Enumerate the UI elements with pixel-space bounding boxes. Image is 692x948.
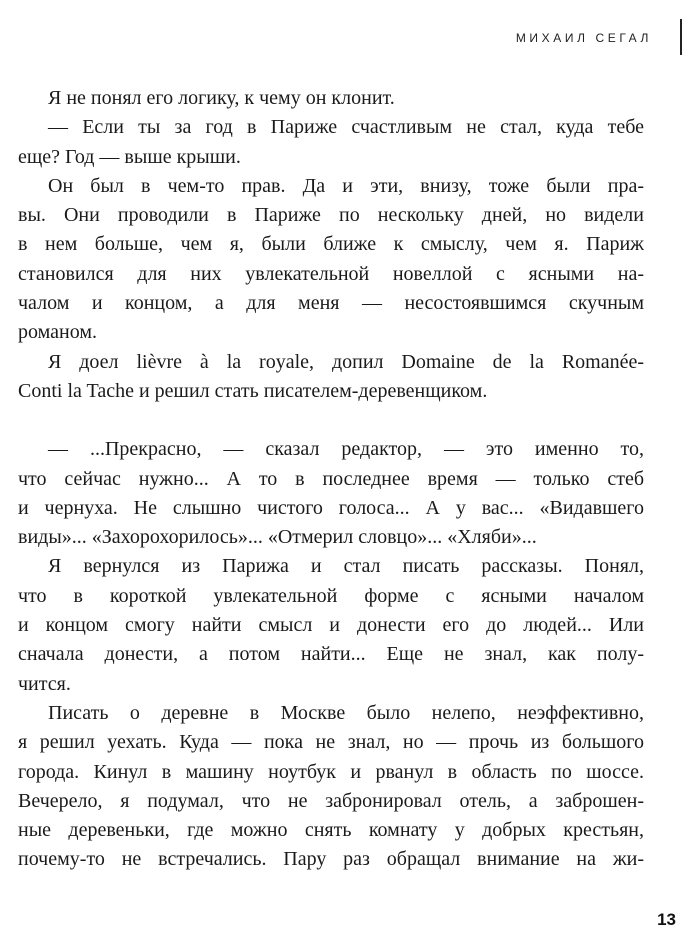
text-line: становился для них увлекательной новеллой с ясными на-: [18, 262, 644, 285]
text-line: и концом смогу найти смысл и донести его до людей... Или: [18, 614, 644, 637]
section-break: [18, 406, 644, 435]
text-line: что сейчас нужно... А то в последнее время — только стеб: [18, 467, 644, 490]
text-line: — ...Прекрасно, — сказал редактор, — это именно то,: [48, 438, 644, 461]
text-line: сначала донести, а потом найти... Еще не знал, как полу-: [18, 643, 644, 666]
header-divider: [680, 19, 682, 55]
text-line: Я доел lièvre à la royale, допил Domaine de la Romanée-: [48, 350, 644, 373]
text-line: виды»... «Захорохорилось»... «Отмерил словцо»... «Хляби»...: [18, 526, 537, 549]
text-line: Он был в чем-то прав. Да и эти, внизу, тоже были пра-: [48, 174, 644, 197]
paragraph-7: [18, 699, 644, 875]
text-line: Я вернулся из Парижа и стал писать рассказы. Понял,: [48, 555, 644, 578]
paragraph-5: [18, 435, 644, 552]
text-line: — Если ты за год в Париже счастливым не стал, куда тебе: [48, 116, 644, 139]
text-line: и чернуха. Не слышно чистого голоса... А у вас... «Видавшего: [18, 496, 644, 519]
text-line: вы. Они проводили в Париже по нескольку дней, но видели: [18, 204, 644, 227]
text-line: Я не понял его логику, к чему он клонит.: [48, 87, 395, 109]
text-line: чалом и концом, а для меня — несостоявшимся скучным: [18, 292, 644, 315]
page-body: [18, 84, 644, 875]
text-line: Писать о деревне в Москве было нелепо, неэффективно,: [48, 701, 644, 724]
paragraph-3: [18, 172, 644, 348]
text-line: города. Кинул в машину ноутбук и рванул в область по шоссе.: [18, 760, 644, 783]
text-line: в нем больше, чем я, были ближе к смыслу, чем я. Париж: [18, 233, 644, 256]
running-header: МИХАИЛ СЕГАЛ: [515, 31, 652, 45]
paragraph-6: [18, 552, 644, 698]
paragraph-2: [18, 113, 644, 172]
paragraph-1: [18, 84, 644, 113]
page-number: 13: [657, 910, 676, 929]
paragraph-4: [18, 348, 644, 407]
text-line: еще? Год — выше крыши.: [18, 145, 241, 168]
text-line: романом.: [18, 321, 97, 344]
text-line: Вечерело, я подумал, что не забронировал отель, а заброшен-: [18, 789, 644, 812]
text-line: что в короткой увлекательной форме с ясными началом: [18, 584, 644, 607]
text-line: Conti la Tache и решил стать писателем-деревенщиком.: [18, 379, 488, 402]
text-line: чится.: [18, 672, 71, 695]
text-line: ные деревеньки, где можно снять комнату у добрых крестьян,: [18, 819, 644, 842]
text-line: почему-то не встречались. Пару раз обращал внимание на жи-: [18, 848, 644, 871]
text-line: я решил уехать. Куда — пока не знал, но — прочь из большого: [18, 731, 644, 754]
